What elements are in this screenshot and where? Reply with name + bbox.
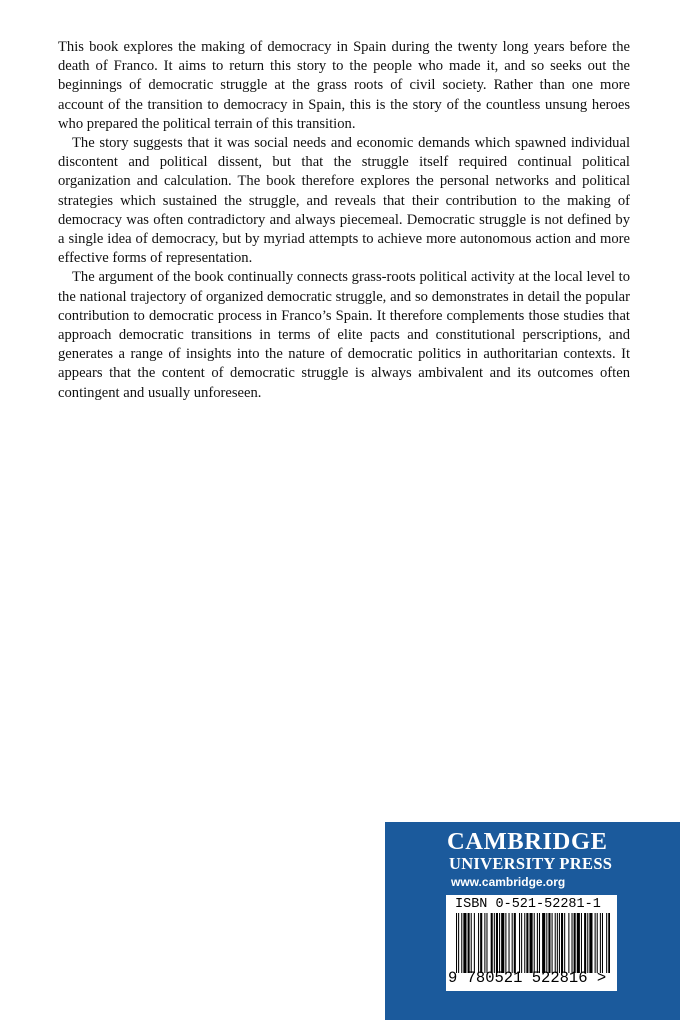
barcode-bars (456, 913, 610, 973)
back-cover-blurb (58, 38, 630, 403)
publisher-url: www.cambridge.org (451, 875, 566, 889)
blurb-paragraph-3: The argument of the book continually connects grass-roots political activity at the local level to the national trajectory of organized democratic struggle, and so demonstrates in detail the popular contribution to democratic process in Franco’s Spain. It therefore complements those studies that approach democratic transitions in terms of elite pacts and constitutional perscriptions, and generates a range of insights into the nature of democratic politics in authoritarian contexts. It appears that the content of democratic struggle is always ambivalent and its outcomes often contingent and usually unforeseen. (58, 269, 630, 401)
barcode-panel (446, 895, 617, 991)
publisher-panel (385, 822, 680, 1020)
isbn-label: ISBN 0-521-52281-1 (455, 897, 601, 912)
blurb-paragraph-1: This book explores the making of democracy in Spain during the twenty long years before the death of Franco. It aims to return this story to the people who made it, and so seeks out the beginnings of democratic struggle at the grass roots of civil society. Rather than one more account of the transition to democracy in Spain, this is the story of the countless unsung heroes who prepared the political terrain of this transition. (58, 39, 630, 132)
blurb-paragraph-2: The story suggests that it was social needs and economic demands which spawned individual discontent and political dissent, but that the struggle itself required continual political organization and calculation. The book therefore explores the personal networks and political strategies which sustained the struggle, and reveals that their contribution to the making of democracy was often contradictory and always piecemeal. Democratic struggle is not defined by a single idea of democracy, but by myriad attempts to achieve more autonomous action and more effective forms of representation. (58, 135, 630, 267)
ean-digits: 9 780521 522816 > (448, 969, 607, 987)
publisher-subname: UNIVERSITY PRESS (449, 854, 613, 873)
publisher-name: CAMBRIDGE (447, 828, 608, 855)
